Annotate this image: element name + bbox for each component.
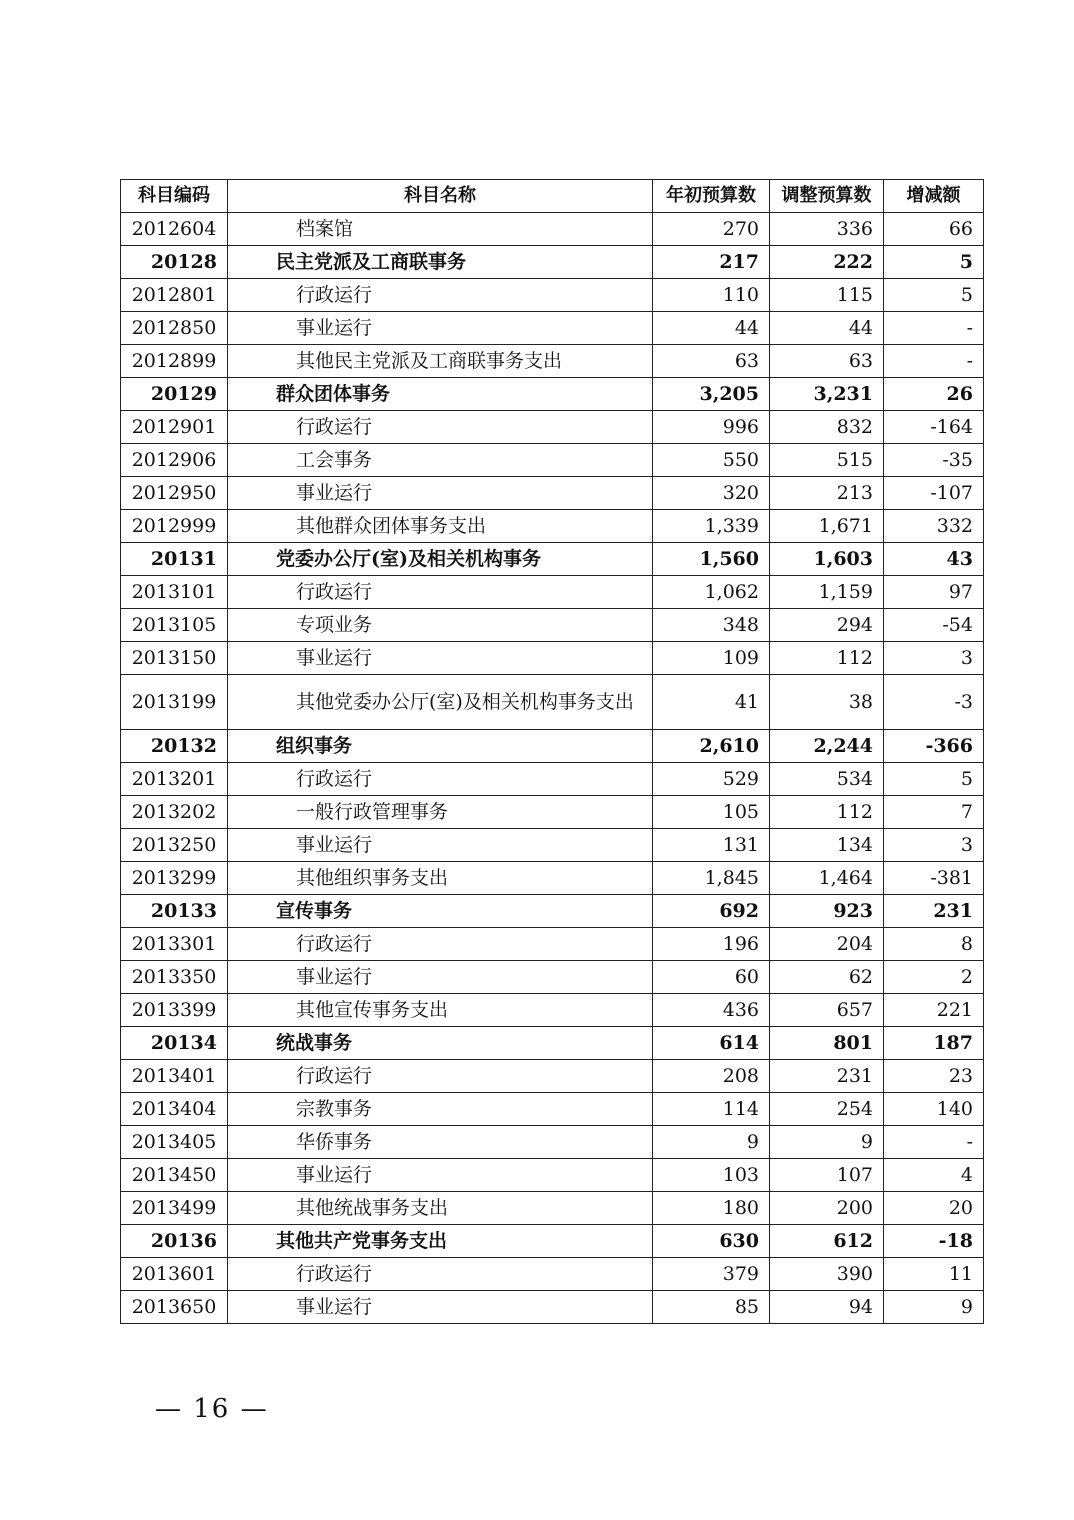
cell-adjusted: 657 (770, 994, 884, 1027)
cell-name: 事业运行 (228, 477, 653, 510)
cell-initial: 996 (653, 411, 770, 444)
cell-name: 其他组织事务支出 (228, 862, 653, 895)
cell-code: 2013301 (121, 928, 228, 961)
cell-name: 行政运行 (228, 928, 653, 961)
cell-name: 其他党委办公厅(室)及相关机构事务支出 (228, 675, 653, 730)
cell-change: 7 (884, 796, 984, 829)
cell-adjusted: 62 (770, 961, 884, 994)
cell-name: 组织事务 (228, 730, 653, 763)
cell-name: 行政运行 (228, 576, 653, 609)
table-row-category (121, 246, 984, 279)
cell-initial: 550 (653, 444, 770, 477)
cell-code: 2013404 (121, 1093, 228, 1126)
header-initial: 年初预算数 (653, 180, 770, 213)
table-row (121, 675, 984, 730)
table-row (121, 279, 984, 312)
cell-initial: 105 (653, 796, 770, 829)
cell-adjusted: 112 (770, 796, 884, 829)
cell-initial: 348 (653, 609, 770, 642)
cell-code: 2013101 (121, 576, 228, 609)
cell-code: 2013150 (121, 642, 228, 675)
cell-code: 2013499 (121, 1192, 228, 1225)
cell-adjusted: 107 (770, 1159, 884, 1192)
cell-adjusted: 204 (770, 928, 884, 961)
cell-initial: 1,339 (653, 510, 770, 543)
cell-initial: 2,610 (653, 730, 770, 763)
table-row (121, 576, 984, 609)
cell-initial: 131 (653, 829, 770, 862)
table-row-category (121, 1225, 984, 1258)
cell-change: -54 (884, 609, 984, 642)
cell-code: 2013450 (121, 1159, 228, 1192)
cell-change: 4 (884, 1159, 984, 1192)
table-body (121, 213, 984, 1324)
table-row (121, 928, 984, 961)
table-row (121, 1159, 984, 1192)
table-row (121, 477, 984, 510)
cell-name: 行政运行 (228, 1258, 653, 1291)
table-header-row (121, 180, 984, 213)
cell-name: 统战事务 (228, 1027, 653, 1060)
cell-initial: 217 (653, 246, 770, 279)
cell-name: 工会事务 (228, 444, 653, 477)
cell-adjusted: 612 (770, 1225, 884, 1258)
cell-code: 2012999 (121, 510, 228, 543)
cell-adjusted: 1,464 (770, 862, 884, 895)
cell-code: 20128 (121, 246, 228, 279)
cell-initial: 1,845 (653, 862, 770, 895)
cell-change: 66 (884, 213, 984, 246)
table-row-category (121, 895, 984, 928)
cell-initial: 614 (653, 1027, 770, 1060)
cell-name: 其他共产党事务支出 (228, 1225, 653, 1258)
cell-change: 26 (884, 378, 984, 411)
table-row (121, 994, 984, 1027)
header-adjusted: 调整预算数 (770, 180, 884, 213)
cell-code: 2012899 (121, 345, 228, 378)
cell-adjusted: 200 (770, 1192, 884, 1225)
table-row (121, 1093, 984, 1126)
cell-change: - (884, 312, 984, 345)
cell-name: 宣传事务 (228, 895, 653, 928)
table-row (121, 796, 984, 829)
table-row (121, 1291, 984, 1324)
cell-code: 20129 (121, 378, 228, 411)
cell-name: 党委办公厅(室)及相关机构事务 (228, 543, 653, 576)
cell-change: - (884, 345, 984, 378)
cell-change: 140 (884, 1093, 984, 1126)
cell-initial: 630 (653, 1225, 770, 1258)
cell-change: -35 (884, 444, 984, 477)
cell-name: 事业运行 (228, 961, 653, 994)
header-code: 科目编码 (121, 180, 228, 213)
cell-name: 民主党派及工商联事务 (228, 246, 653, 279)
cell-adjusted: 231 (770, 1060, 884, 1093)
cell-adjusted: 63 (770, 345, 884, 378)
cell-code: 2013250 (121, 829, 228, 862)
cell-adjusted: 9 (770, 1126, 884, 1159)
cell-code: 2013199 (121, 675, 228, 730)
cell-code: 2013350 (121, 961, 228, 994)
cell-code: 20132 (121, 730, 228, 763)
cell-initial: 44 (653, 312, 770, 345)
cell-change: -164 (884, 411, 984, 444)
cell-code: 2013299 (121, 862, 228, 895)
cell-name: 行政运行 (228, 1060, 653, 1093)
header-name: 科目名称 (228, 180, 653, 213)
table-row (121, 312, 984, 345)
cell-change: 221 (884, 994, 984, 1027)
cell-name: 行政运行 (228, 763, 653, 796)
cell-code: 2013105 (121, 609, 228, 642)
table-row (121, 1060, 984, 1093)
table-row (121, 411, 984, 444)
cell-name: 事业运行 (228, 642, 653, 675)
cell-initial: 103 (653, 1159, 770, 1192)
cell-change: -107 (884, 477, 984, 510)
cell-name: 事业运行 (228, 1159, 653, 1192)
cell-name: 事业运行 (228, 829, 653, 862)
cell-change: 332 (884, 510, 984, 543)
table-row (121, 510, 984, 543)
cell-adjusted: 294 (770, 609, 884, 642)
table-row (121, 1126, 984, 1159)
cell-name: 行政运行 (228, 279, 653, 312)
cell-change: 3 (884, 829, 984, 862)
cell-adjusted: 336 (770, 213, 884, 246)
table-row (121, 444, 984, 477)
cell-code: 2013601 (121, 1258, 228, 1291)
cell-code: 2013201 (121, 763, 228, 796)
cell-initial: 110 (653, 279, 770, 312)
cell-change: 5 (884, 279, 984, 312)
cell-name: 一般行政管理事务 (228, 796, 653, 829)
cell-initial: 379 (653, 1258, 770, 1291)
cell-initial: 270 (653, 213, 770, 246)
cell-adjusted: 534 (770, 763, 884, 796)
cell-name: 其他统战事务支出 (228, 1192, 653, 1225)
cell-initial: 529 (653, 763, 770, 796)
cell-initial: 63 (653, 345, 770, 378)
cell-change: 20 (884, 1192, 984, 1225)
cell-initial: 41 (653, 675, 770, 730)
cell-adjusted: 1,671 (770, 510, 884, 543)
cell-initial: 85 (653, 1291, 770, 1324)
table-row-category (121, 378, 984, 411)
cell-adjusted: 38 (770, 675, 884, 730)
cell-code: 2013202 (121, 796, 228, 829)
cell-change: 97 (884, 576, 984, 609)
cell-change: -3 (884, 675, 984, 730)
cell-adjusted: 801 (770, 1027, 884, 1060)
cell-name: 群众团体事务 (228, 378, 653, 411)
cell-initial: 180 (653, 1192, 770, 1225)
cell-initial: 196 (653, 928, 770, 961)
cell-adjusted: 1,603 (770, 543, 884, 576)
cell-adjusted: 112 (770, 642, 884, 675)
cell-adjusted: 832 (770, 411, 884, 444)
cell-code: 20136 (121, 1225, 228, 1258)
cell-initial: 3,205 (653, 378, 770, 411)
budget-table (120, 179, 984, 1324)
cell-code: 20134 (121, 1027, 228, 1060)
cell-adjusted: 94 (770, 1291, 884, 1324)
cell-initial: 60 (653, 961, 770, 994)
cell-initial: 9 (653, 1126, 770, 1159)
cell-change: 9 (884, 1291, 984, 1324)
cell-initial: 1,560 (653, 543, 770, 576)
cell-code: 2013405 (121, 1126, 228, 1159)
cell-adjusted: 254 (770, 1093, 884, 1126)
cell-change: 187 (884, 1027, 984, 1060)
table-row-category (121, 543, 984, 576)
cell-change: 11 (884, 1258, 984, 1291)
cell-adjusted: 44 (770, 312, 884, 345)
cell-initial: 436 (653, 994, 770, 1027)
cell-initial: 208 (653, 1060, 770, 1093)
cell-change: 8 (884, 928, 984, 961)
cell-code: 2013399 (121, 994, 228, 1027)
cell-code: 20133 (121, 895, 228, 928)
cell-name: 宗教事务 (228, 1093, 653, 1126)
cell-change: -366 (884, 730, 984, 763)
table-row-category (121, 730, 984, 763)
table-row (121, 961, 984, 994)
table-row (121, 1258, 984, 1291)
cell-change: 5 (884, 763, 984, 796)
cell-code: 2012906 (121, 444, 228, 477)
cell-change: 231 (884, 895, 984, 928)
table-row (121, 213, 984, 246)
cell-code: 2012901 (121, 411, 228, 444)
cell-change: 2 (884, 961, 984, 994)
cell-name: 档案馆 (228, 213, 653, 246)
cell-adjusted: 2,244 (770, 730, 884, 763)
cell-initial: 114 (653, 1093, 770, 1126)
cell-adjusted: 3,231 (770, 378, 884, 411)
cell-adjusted: 222 (770, 246, 884, 279)
cell-change: -381 (884, 862, 984, 895)
cell-adjusted: 134 (770, 829, 884, 862)
table-row (121, 642, 984, 675)
cell-initial: 692 (653, 895, 770, 928)
cell-code: 2012950 (121, 477, 228, 510)
cell-name: 事业运行 (228, 312, 653, 345)
cell-adjusted: 213 (770, 477, 884, 510)
page-number: — 16 — (155, 1394, 269, 1424)
cell-adjusted: 1,159 (770, 576, 884, 609)
cell-initial: 1,062 (653, 576, 770, 609)
table-row (121, 763, 984, 796)
cell-code: 2013401 (121, 1060, 228, 1093)
cell-adjusted: 390 (770, 1258, 884, 1291)
table-row (121, 345, 984, 378)
header-change: 增减额 (884, 180, 984, 213)
cell-change: 5 (884, 246, 984, 279)
cell-name: 华侨事务 (228, 1126, 653, 1159)
table-row (121, 609, 984, 642)
cell-initial: 109 (653, 642, 770, 675)
cell-name: 专项业务 (228, 609, 653, 642)
table-row-category (121, 1027, 984, 1060)
cell-change: -18 (884, 1225, 984, 1258)
table-row (121, 1192, 984, 1225)
cell-code: 2013650 (121, 1291, 228, 1324)
cell-name: 行政运行 (228, 411, 653, 444)
cell-code: 2012850 (121, 312, 228, 345)
cell-change: 43 (884, 543, 984, 576)
cell-adjusted: 515 (770, 444, 884, 477)
cell-name: 其他群众团体事务支出 (228, 510, 653, 543)
cell-code: 2012801 (121, 279, 228, 312)
cell-change: 3 (884, 642, 984, 675)
cell-adjusted: 923 (770, 895, 884, 928)
cell-code: 20131 (121, 543, 228, 576)
cell-initial: 320 (653, 477, 770, 510)
cell-adjusted: 115 (770, 279, 884, 312)
cell-name: 事业运行 (228, 1291, 653, 1324)
table-row (121, 862, 984, 895)
cell-name: 其他宣传事务支出 (228, 994, 653, 1027)
cell-change: 23 (884, 1060, 984, 1093)
cell-change: - (884, 1126, 984, 1159)
table-row (121, 829, 984, 862)
cell-code: 2012604 (121, 213, 228, 246)
cell-name: 其他民主党派及工商联事务支出 (228, 345, 653, 378)
